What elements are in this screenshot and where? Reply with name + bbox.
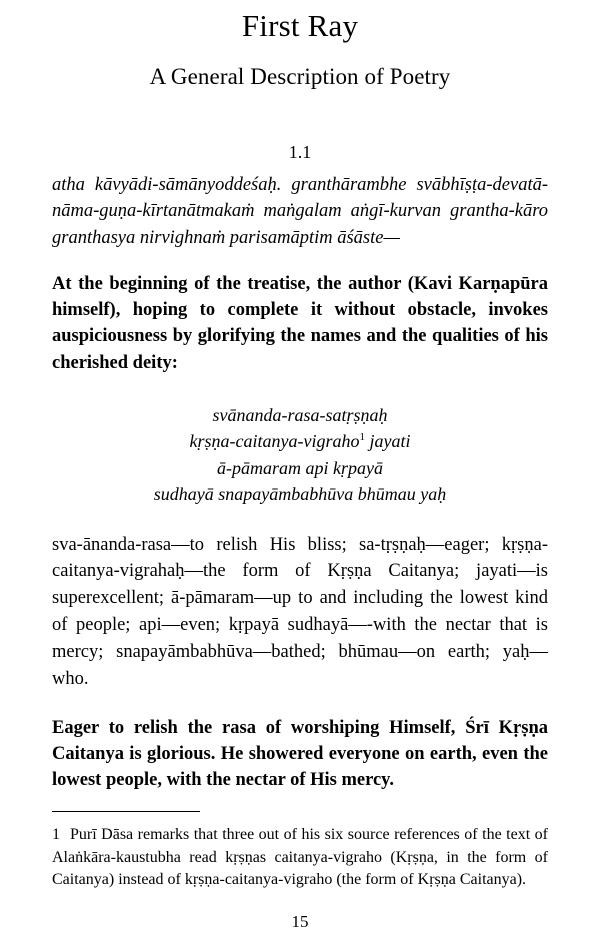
footnote-separator [52,811,200,812]
verse-line-tail: jayati [364,431,411,452]
sanskrit-transliteration: atha kāvyādi-sāmānyoddeśaḥ. granthārambhe svābhīṣṭa-devatā-nāma-guṇa-kīrtanātmakaṁ maṅgalam aṅgī-kurvan grantha-kāro granthasya nirvighnaṁ parisamāptim āśāste— [52,175,548,248]
word-for-word-meanings: sva-ānanda-rasa—to relish His bliss; sa-tṛṣṇaḥ—eager; kṛṣṇa-caitanya-vigrahaḥ—the form of Kṛṣṇa Caitanya; jayati—is superexcellent; ā-pāmaram—up to and including the lowest kind of people; api—even; kṛpayā sudhayā—-with the nectar that is mercy; snapayāmbabhūva—bathed; bhūmau—on earth; yaḥ—who. [52,534,548,689]
verse-line [52,428,548,454]
translation-paragraph: At the beginning of the treatise, the author (Kavi Karṇapūra himself), hoping to complete it without obstacle, invokes auspiciousness by glorifying the names and the qualities of his cherished deity: [52,273,548,373]
page-title: First Ray [241,8,359,43]
verse-line: svānanda-rasa-satṛṣṇaḥ [212,404,388,425]
verse-line: sudhayā snapayāmbabhūva bhūmau yaḥ [153,484,447,505]
footnote [52,824,548,892]
footnote-number: 1 [52,825,60,843]
footnote-marker: 1 [359,431,365,444]
verse-line: ā-pāmaram api kṛpayā [217,457,383,478]
footnote-body: Purī Dāsa remarks that three out of his six source references of the text of Alaṅkāra-kaustubha read kṛṣṇas caitanya-vigraho (Kṛṣṇa, in the form of Caitanya) instead of kṛṣṇa-caitanya-vigraho (the form of Kṛṣṇa Caitanya). [52,825,548,889]
page-subtitle: A General Description of Poetry [149,64,451,89]
footnote-area [52,811,548,892]
page-number: 15 [291,912,309,931]
verse-block [52,376,548,508]
verse-number: 1.1 [288,142,312,162]
purport-paragraph: Eager to relish the rasa of worshiping Himself, Śrī Kṛṣṇa Caitanya is glorious. He showered everyone on earth, even the lowest people, with the nectar of His mercy. [52,717,548,791]
verse-line-text: kṛṣṇa-caitanya-vigraho [189,431,360,452]
